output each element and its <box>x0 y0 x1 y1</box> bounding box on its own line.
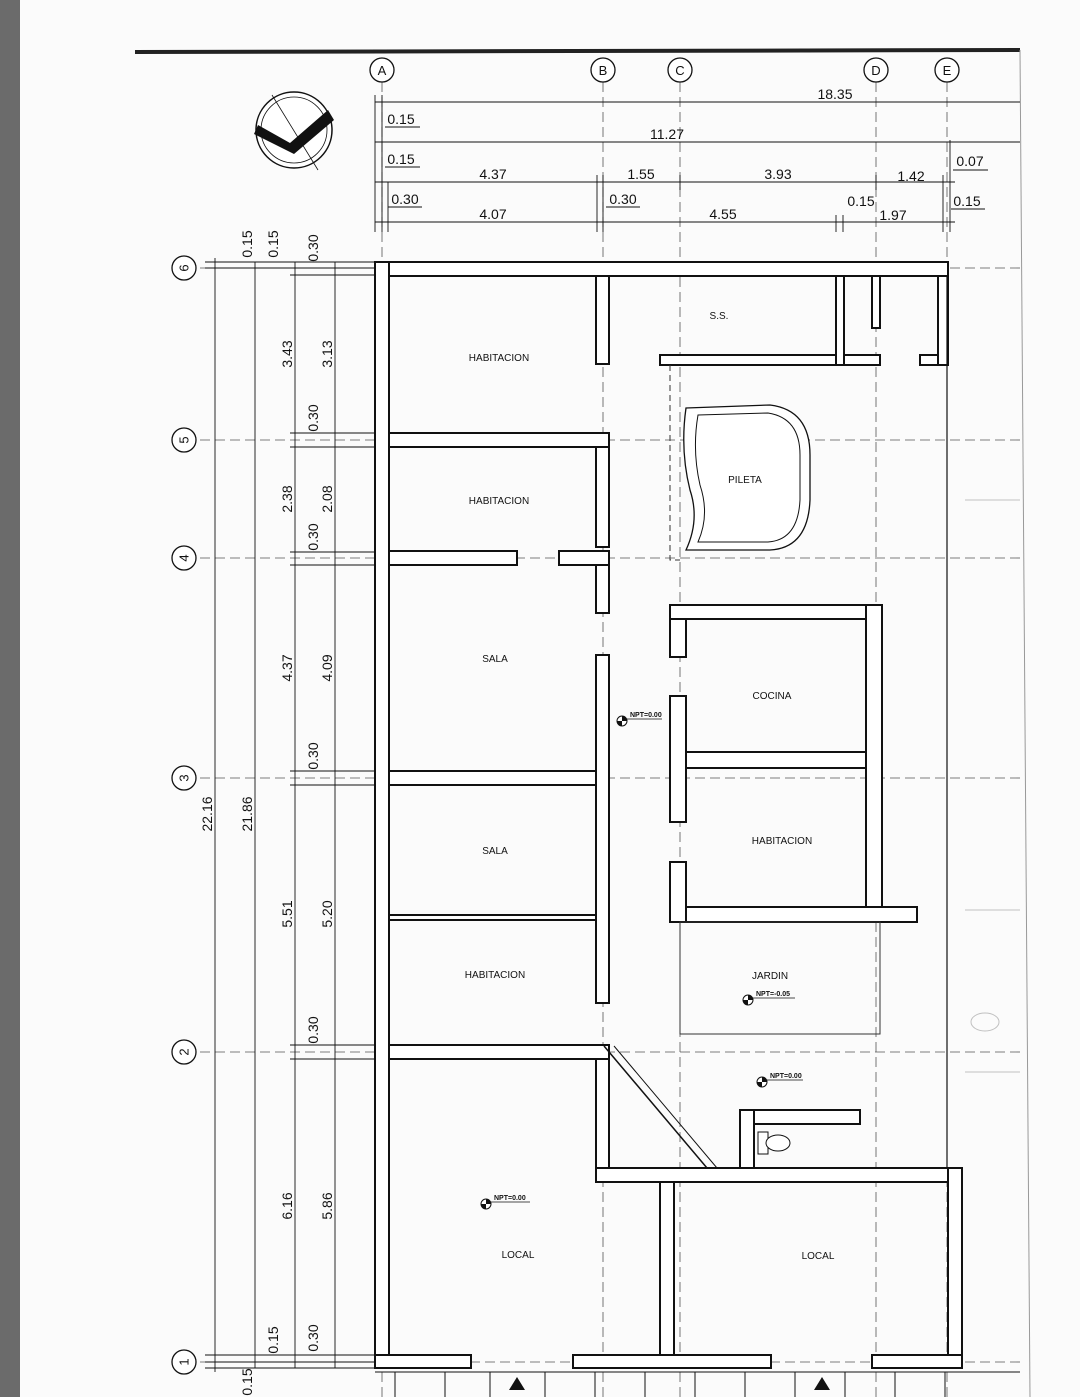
axis-bubbles-numbers <box>172 256 196 1374</box>
room-label-habitacion-2: HABITACION <box>468 496 530 507</box>
dim-left-4-37: 4.37 <box>279 654 295 682</box>
axis-label-2: 2 <box>176 1048 192 1056</box>
dim-left-0-30-a: 0.30 <box>305 234 321 262</box>
sheet-top-edge <box>135 50 1020 52</box>
dim-top-1-55: 1.55 <box>627 166 655 182</box>
axis-label-d: D <box>871 63 881 78</box>
dim-top-4-37: 4.37 <box>479 166 507 182</box>
dim-top-4-07: 4.07 <box>479 206 507 222</box>
ramp-diagonal <box>604 1046 717 1168</box>
axis-label-6: 6 <box>176 264 192 272</box>
room-label-cocina: COCINA <box>752 691 792 702</box>
dim-left-4-09: 4.09 <box>319 654 335 682</box>
dim-top-1-42: 1.42 <box>897 168 925 184</box>
dim-left-5-20: 5.20 <box>319 900 335 928</box>
axis-label-4: 4 <box>176 554 192 562</box>
axis-label-a: A <box>377 63 387 78</box>
room-label-ss: S.S. <box>709 311 729 322</box>
level-npt-0-00-c: NPT=0.00 <box>494 1195 526 1202</box>
room-label-habitacion-4: HABITACION <box>751 836 813 847</box>
dim-left-0-15-c: 0.15 <box>265 1326 281 1354</box>
room-label-sala-1: SALA <box>482 654 508 665</box>
walls <box>375 262 962 1368</box>
dim-left-0-30-e: 0.30 <box>305 1016 321 1044</box>
sheet-right-edge <box>1020 50 1030 1397</box>
dim-top-0-15-d: 0.15 <box>953 193 981 209</box>
dim-top-0-07: 0.07 <box>956 153 984 169</box>
dim-top-1-97: 1.97 <box>879 207 907 223</box>
dim-top-0-15-a: 0.15 <box>387 111 415 127</box>
dim-top-4-55: 4.55 <box>709 206 737 222</box>
axis-label-b: B <box>598 63 608 78</box>
level-npt-neg-0-05: NPT=-0.05 <box>756 991 791 998</box>
level-npt-0-00-a: NPT=0.00 <box>630 712 662 719</box>
dim-left-5-51: 5.51 <box>279 900 295 928</box>
dim-left-22-16: 22.16 <box>199 796 215 832</box>
axis-label-e: E <box>942 63 952 78</box>
dim-left-5-86: 5.86 <box>319 1192 335 1220</box>
axis-label-3: 3 <box>176 774 192 782</box>
room-label-sala-2: SALA <box>482 846 508 857</box>
dim-left-0-30-b: 0.30 <box>305 404 321 432</box>
floor-plan <box>20 0 1080 1397</box>
dim-top-18-35: 18.35 <box>817 86 853 102</box>
dim-left-3-13: 3.13 <box>319 340 335 368</box>
room-label-pileta: PILETA <box>728 475 762 486</box>
dim-left-0-15-b: 0.15 <box>265 230 281 258</box>
dim-left-0-30-f: 0.30 <box>305 1324 321 1352</box>
room-label-local-2: LOCAL <box>801 1251 835 1262</box>
dim-top-11-27: 11.27 <box>650 126 684 142</box>
axis-label-5: 5 <box>176 436 192 444</box>
dim-top-0-30-a: 0.30 <box>391 191 419 207</box>
dim-top-0-15-b: 0.15 <box>387 151 415 167</box>
top-dimensions <box>375 86 1020 232</box>
room-label-local-1: LOCAL <box>501 1250 535 1261</box>
ghost-drawing <box>965 500 1020 1072</box>
north-arrow-icon <box>254 92 334 170</box>
drawing-sheet <box>20 0 1080 1397</box>
dim-left-6-16: 6.16 <box>279 1192 295 1220</box>
entrance-arrow-icon <box>814 1377 830 1390</box>
dim-left-2-08: 2.08 <box>319 485 335 513</box>
dim-top-3-93: 3.93 <box>764 166 792 182</box>
dim-left-3-43: 3.43 <box>279 340 295 368</box>
dim-top-0-30-b: 0.30 <box>609 191 637 207</box>
dim-left-2-38: 2.38 <box>279 485 295 513</box>
level-npt-0-00-b: NPT=0.00 <box>770 1073 802 1080</box>
axis-label-c: C <box>675 63 685 78</box>
dim-left-0-30-d: 0.30 <box>305 742 321 770</box>
room-label-habitacion-3: HABITACION <box>464 970 526 981</box>
toilet-icon <box>758 1132 790 1154</box>
dim-left-21-86: 21.86 <box>239 796 255 832</box>
room-label-habitacion-1: HABITACION <box>468 353 530 364</box>
left-dimensions <box>199 230 375 1395</box>
dim-left-0-15-a: 0.15 <box>239 230 255 258</box>
axis-bubbles-letters <box>370 58 959 82</box>
entrance-arrow-icon <box>509 1377 525 1390</box>
dim-top-0-15-c: 0.15 <box>847 193 875 209</box>
entrance-strip <box>375 1372 1020 1397</box>
axis-label-1: 1 <box>176 1358 192 1366</box>
room-label-jardin: JARDIN <box>751 971 789 982</box>
dim-left-0-15-d: 0.15 <box>239 1368 255 1396</box>
pileta-icon <box>670 365 810 560</box>
dim-left-0-30-c: 0.30 <box>305 523 321 551</box>
